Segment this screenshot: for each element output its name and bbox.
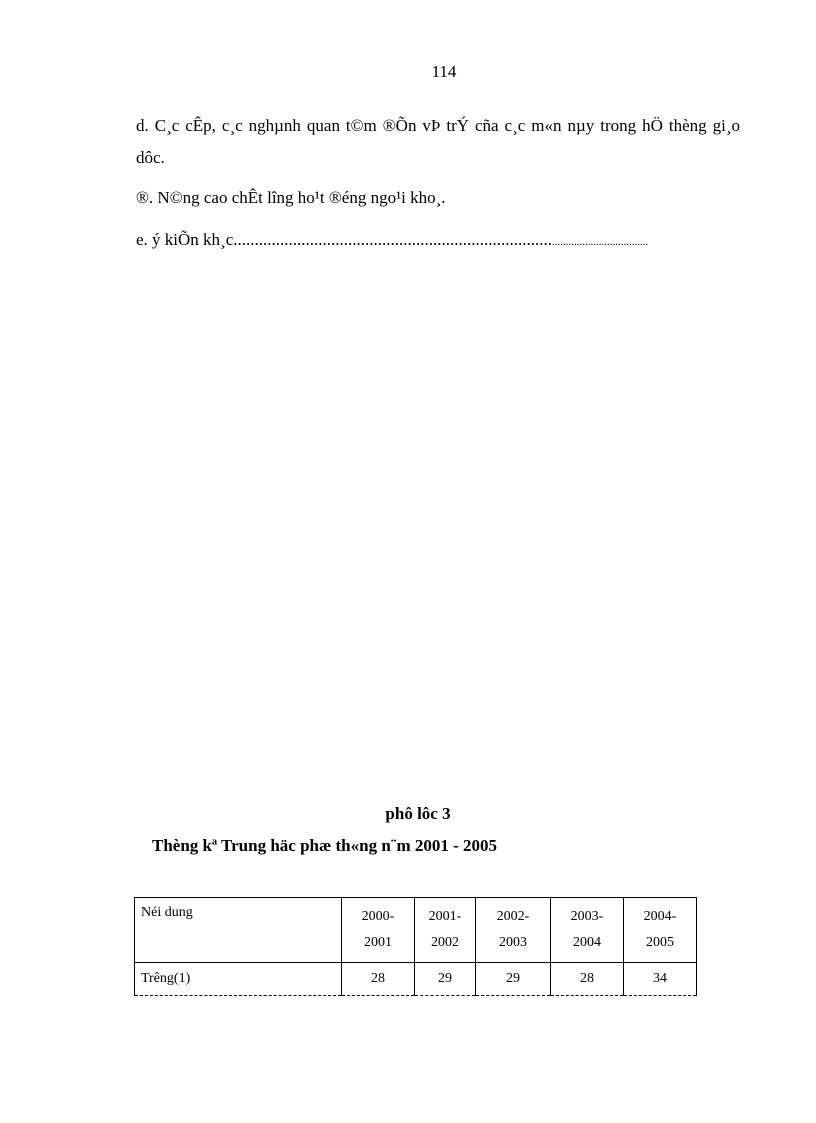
paragraph-dd: ®. N©ng cao chÊt lîng ho¹t ®éng ngo¹i kho¸. <box>136 188 446 207</box>
table-header-year <box>415 898 476 963</box>
table-row <box>135 963 697 996</box>
table-header-row <box>135 898 697 963</box>
table-header-year <box>624 898 697 963</box>
table-header-year <box>342 898 415 963</box>
paragraph-e-text: e. ý kiÕn kh¸c <box>136 230 234 249</box>
year-start: 2000- <box>361 909 395 924</box>
statistics-table <box>134 897 697 996</box>
year-start: 2004- <box>643 909 677 924</box>
row-value: 29 <box>415 963 476 996</box>
year-start: 2003- <box>570 909 604 924</box>
table-header-year <box>476 898 551 963</box>
year-end: 2002 <box>431 935 459 950</box>
row-value: 28 <box>551 963 624 996</box>
year-end: 2004 <box>573 935 601 950</box>
year-end: 2001 <box>364 935 392 950</box>
paragraph-d: d. C¸c cÊp, c¸c nghµnh quan t©m ®Õn vÞ trÝ cña c¸c m«n nµy trong hÖ thèng gi¸o dôc. <box>136 116 740 167</box>
row-value: 34 <box>624 963 697 996</box>
header-label-text: Néi dung <box>141 905 193 920</box>
row-label: Trêng(1) <box>135 963 342 996</box>
year-start: 2001- <box>428 909 462 924</box>
year-end: 2003 <box>499 935 527 950</box>
table-title: Thèng kª Trung häc phæ th«ng n¨m 2001 - 2005 <box>152 836 498 855</box>
paragraph-e-dots-fine: ................................... <box>552 236 649 248</box>
row-value: 28 <box>342 963 415 996</box>
table-header-label <box>135 898 342 963</box>
paragraph-e-dots: ........................................................................... <box>233 230 553 249</box>
appendix-title: phô lôc 3 <box>385 804 451 823</box>
year-end: 2005 <box>646 935 674 950</box>
row-value: 29 <box>476 963 551 996</box>
paragraph-e <box>136 224 740 258</box>
year-start: 2002- <box>496 909 530 924</box>
table-header-year <box>551 898 624 963</box>
page-number: 114 <box>431 62 457 81</box>
